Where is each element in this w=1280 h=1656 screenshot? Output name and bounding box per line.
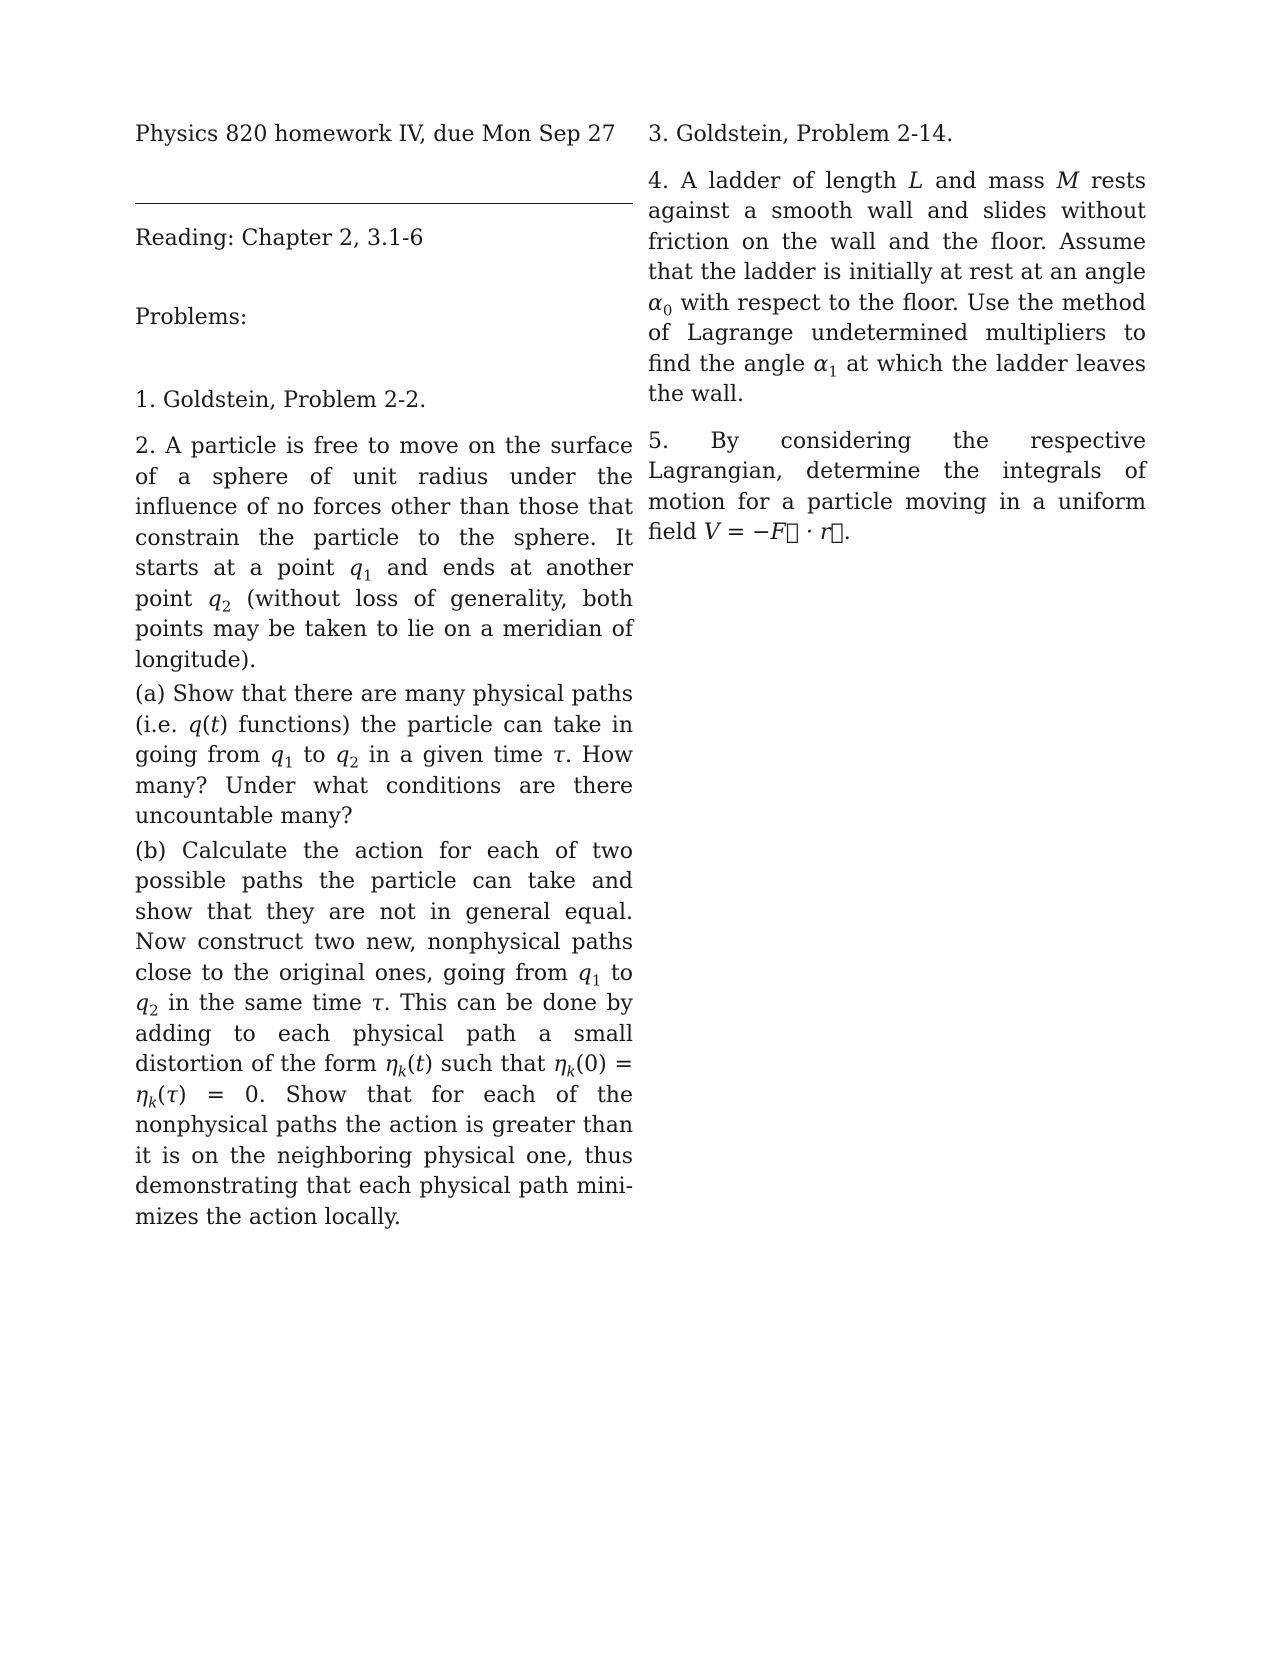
field-formula: V = −F⃗ · r⃗ bbox=[703, 520, 844, 545]
problem-3: 3. Goldstein, Problem 2-14. bbox=[648, 122, 954, 147]
page-title: Physics 820 homework IV, due Mon Sep 27 bbox=[135, 122, 616, 147]
reading-assignment: Reading: Chapter 2, 3.1-6 bbox=[135, 225, 424, 251]
problem-2-part-b: (b) Calculate the action for each of two possible paths the particle can take and show that they are not in general equal. Now construct two new, nonphysical paths close to the original ones, going from $q_1$ to $q_2$ in the same time τ. This can be done by adding to each physical path a small distortion of the form $\eta_k(t)$ such that $\eta_k(0) = \eta_k(\tau) = 0$. Show that for each of the nonphysical paths the action is greater than it is on the neighboring physical one, thus demonstrating that each physical path minimizes the action locally. bbox=[135, 838, 633, 1230]
problem-2-intro: 2. A particle is free to move on the surface of a sphere of unit radius under the influence of no forces other than those that constrain the particle to the sphere. It starts at a point $q_1$ and ends at another point $q_2$ (without loss of generality, both points may be taken to lie on a meridian of longitude). bbox=[135, 434, 634, 673]
problem-1: 1. Goldstein, Problem 2-2. bbox=[135, 387, 427, 413]
right-column bbox=[648, 120, 1146, 549]
problem-4: 4. A ladder of length L and mass M rests against a smooth wall and slides without friction on the wall and the floor. Assume that the ladder is initially at rest at an angle $\alpha_0$ with respect to the floor. Use the method of Lagrange undetermined multipliers to find the angle $\alpha_1$ at which the ladder leaves the wall. bbox=[648, 168, 1146, 407]
problem-5: 5. By considering the respective Lagrangian, determine the integrals of motion for a particle moving in a uniform field V = −F⃗ · r⃗. bbox=[648, 428, 1146, 545]
title-rule bbox=[135, 203, 633, 204]
problem-2-part-a: (a) Show that there are many physical paths (i.e. q(t) functions) the particle can take in going from $q_1$ to $q_2$ in a given time τ. How many? Under what conditions are there uncountable many? bbox=[135, 682, 633, 829]
problems-heading: Problems: bbox=[135, 305, 248, 330]
left-column bbox=[135, 120, 633, 1233]
